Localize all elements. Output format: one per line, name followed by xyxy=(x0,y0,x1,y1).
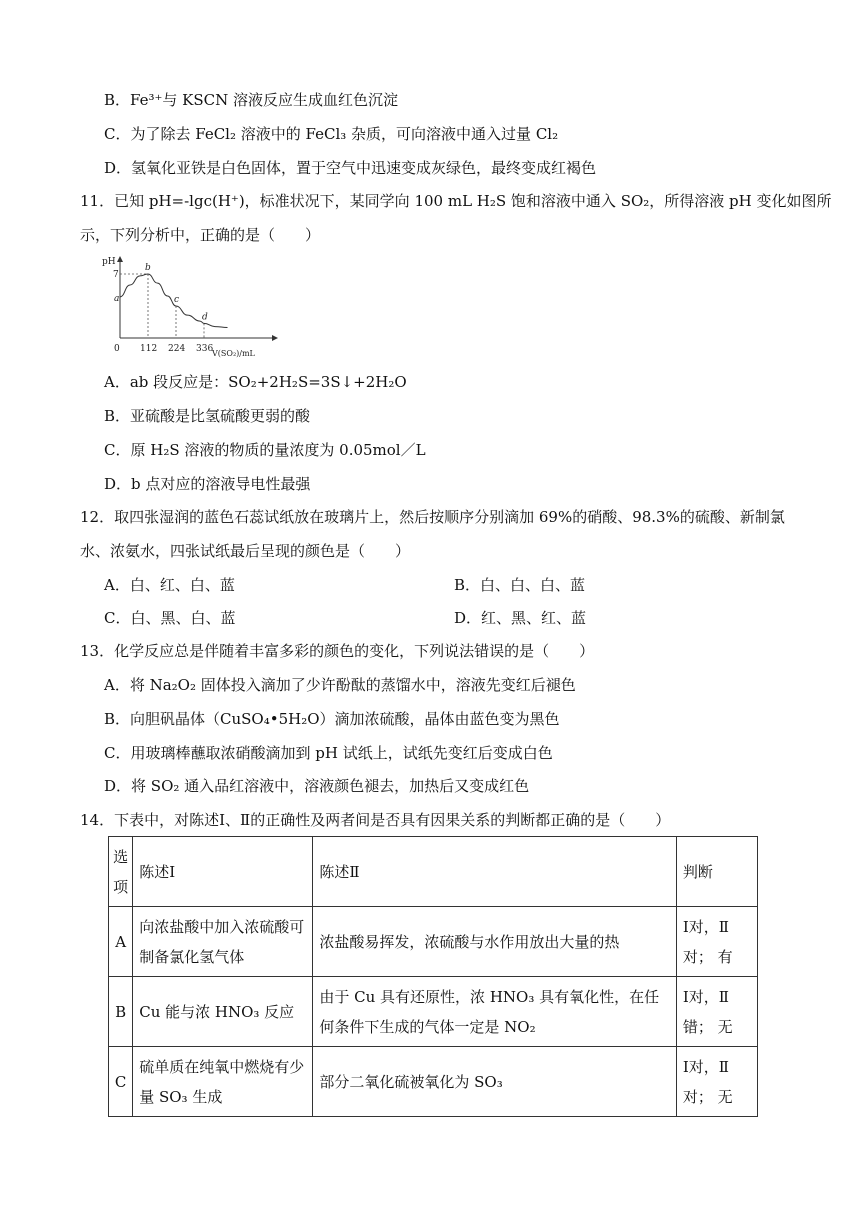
y-axis-label: pH xyxy=(102,257,116,267)
point-label-b: b xyxy=(145,263,151,273)
x-axis-arrow xyxy=(272,335,278,341)
row-option: C xyxy=(109,1047,133,1117)
row-option: A xyxy=(109,907,133,977)
x-axis-label: V(SO₂)/mL xyxy=(212,349,255,358)
q12-stem-line1: 12．取四张湿润的蓝色石蕊试纸放在玻璃片上，然后按顺序分别滴加 69%的硝酸、98.3%的硫酸、新制氯 xyxy=(80,508,785,526)
table-row xyxy=(109,1047,758,1117)
table-row xyxy=(109,907,758,977)
header-option: 选项 xyxy=(109,837,133,907)
q10-option-b: B．Fe³⁺与 KSCN 溶液反应生成血红色沉淀 xyxy=(104,91,399,109)
q11-option-a: A．ab 段反应是：SO₂+2H₂S=3S↓+2H₂O xyxy=(104,373,407,391)
point-label-d: d xyxy=(202,312,208,323)
y-tick-label: 7 xyxy=(113,270,119,280)
q12-option-a: A．白、红、白、蓝 xyxy=(104,576,235,594)
header-statement-1: 陈述Ⅰ xyxy=(133,837,313,907)
q13-stem: 13．化学反应总是伴随着丰富多彩的颜色的变化，下列说法错误的是（ ） xyxy=(80,642,595,660)
row-judgement: Ⅰ对，Ⅱ对； 无 xyxy=(676,1047,757,1117)
q10-option-c: C．为了除去 FeCl₂ 溶液中的 FeCl₃ 杂质，可向溶液中通入过量 Cl₂ xyxy=(104,125,559,143)
q13-option-d: D．将 SO₂ 通入品红溶液中，溶液颜色褪去，加热后又变成红色 xyxy=(104,777,530,795)
q13-option-b: B．向胆矾晶体（CuSO₄•5H₂O）滴加浓硫酸，晶体由蓝色变为黑色 xyxy=(104,710,560,728)
q11-stem-line2: 示，下列分析中，正确的是（ ） xyxy=(80,226,321,244)
q12-stem-line2: 水、浓氨水，四张试纸最后呈现的颜色是（ ） xyxy=(80,542,411,560)
row-statement-2: 浓盐酸易挥发，浓硫酸与水作用放出大量的热 xyxy=(313,907,676,977)
point-label-c: c xyxy=(174,295,180,305)
q12-option-d: D．红、黑、红、蓝 xyxy=(454,609,587,627)
q13-option-a: A．将 Na₂O₂ 固体投入滴加了少许酚酞的蒸馏水中，溶液先变红后褪色 xyxy=(104,676,576,694)
x-tick-label: 112 xyxy=(140,344,158,354)
y-axis-arrow xyxy=(117,256,123,262)
q10-option-d: D．氢氧化亚铁是白色固体，置于空气中迅速变成灰绿色，最终变成红褐色 xyxy=(104,159,597,177)
x-tick-label: 336 xyxy=(196,344,214,354)
x-tick-label: 0 xyxy=(114,344,120,354)
q12-option-c: C．白、黑、白、蓝 xyxy=(104,609,236,627)
row-option: B xyxy=(109,977,133,1047)
row-statement-1: Cu 能与浓 HNO₃ 反应 xyxy=(133,977,313,1047)
row-judgement: Ⅰ对，Ⅱ错； 无 xyxy=(676,977,757,1047)
table-header-row xyxy=(109,837,758,907)
x-tick-label: 224 xyxy=(168,344,186,354)
ph-chart xyxy=(100,254,280,362)
header-judgement: 判断 xyxy=(676,837,757,907)
table-row xyxy=(109,977,758,1047)
row-judgement: Ⅰ对，Ⅱ对； 有 xyxy=(676,907,757,977)
q12-option-b: B．白、白、白、蓝 xyxy=(454,576,586,594)
row-statement-1: 硫单质在纯氧中燃烧有少量 SO₃ 生成 xyxy=(133,1047,313,1117)
q11-option-d: D．b 点对应的溶液导电性最强 xyxy=(104,475,311,493)
row-statement-2: 部分二氧化硫被氧化为 SO₃ xyxy=(313,1047,676,1117)
row-statement-1: 向浓盐酸中加入浓硫酸可制备氯化氢气体 xyxy=(133,907,313,977)
row-statement-2: 由于 Cu 具有还原性，浓 HNO₃ 具有氧化性，在任何条件下生成的气体一定是 NO₂ xyxy=(313,977,676,1047)
q11-option-c: C．原 H₂S 溶液的物质的量浓度为 0.05mol／L xyxy=(104,441,426,459)
q11-option-b: B．亚硫酸是比氢硫酸更弱的酸 xyxy=(104,407,311,425)
point-label-a: a xyxy=(114,293,120,304)
q13-option-c: C．用玻璃棒蘸取浓硝酸滴加到 pH 试纸上，试纸先变红后变成白色 xyxy=(104,744,553,762)
q14-stem: 14．下表中，对陈述Ⅰ、Ⅱ的正确性及两者间是否具有因果关系的判断都正确的是（ ） xyxy=(80,811,671,829)
q11-stem-line1: 11．已知 pH=-lgc(H⁺)，标准状况下，某同学向 100 mL H₂S 饱和溶液中通入 SO₂，所得溶液 pH 变化如图所 xyxy=(80,192,832,210)
header-statement-2: 陈述Ⅱ xyxy=(313,837,676,907)
q14-table xyxy=(108,836,758,1117)
